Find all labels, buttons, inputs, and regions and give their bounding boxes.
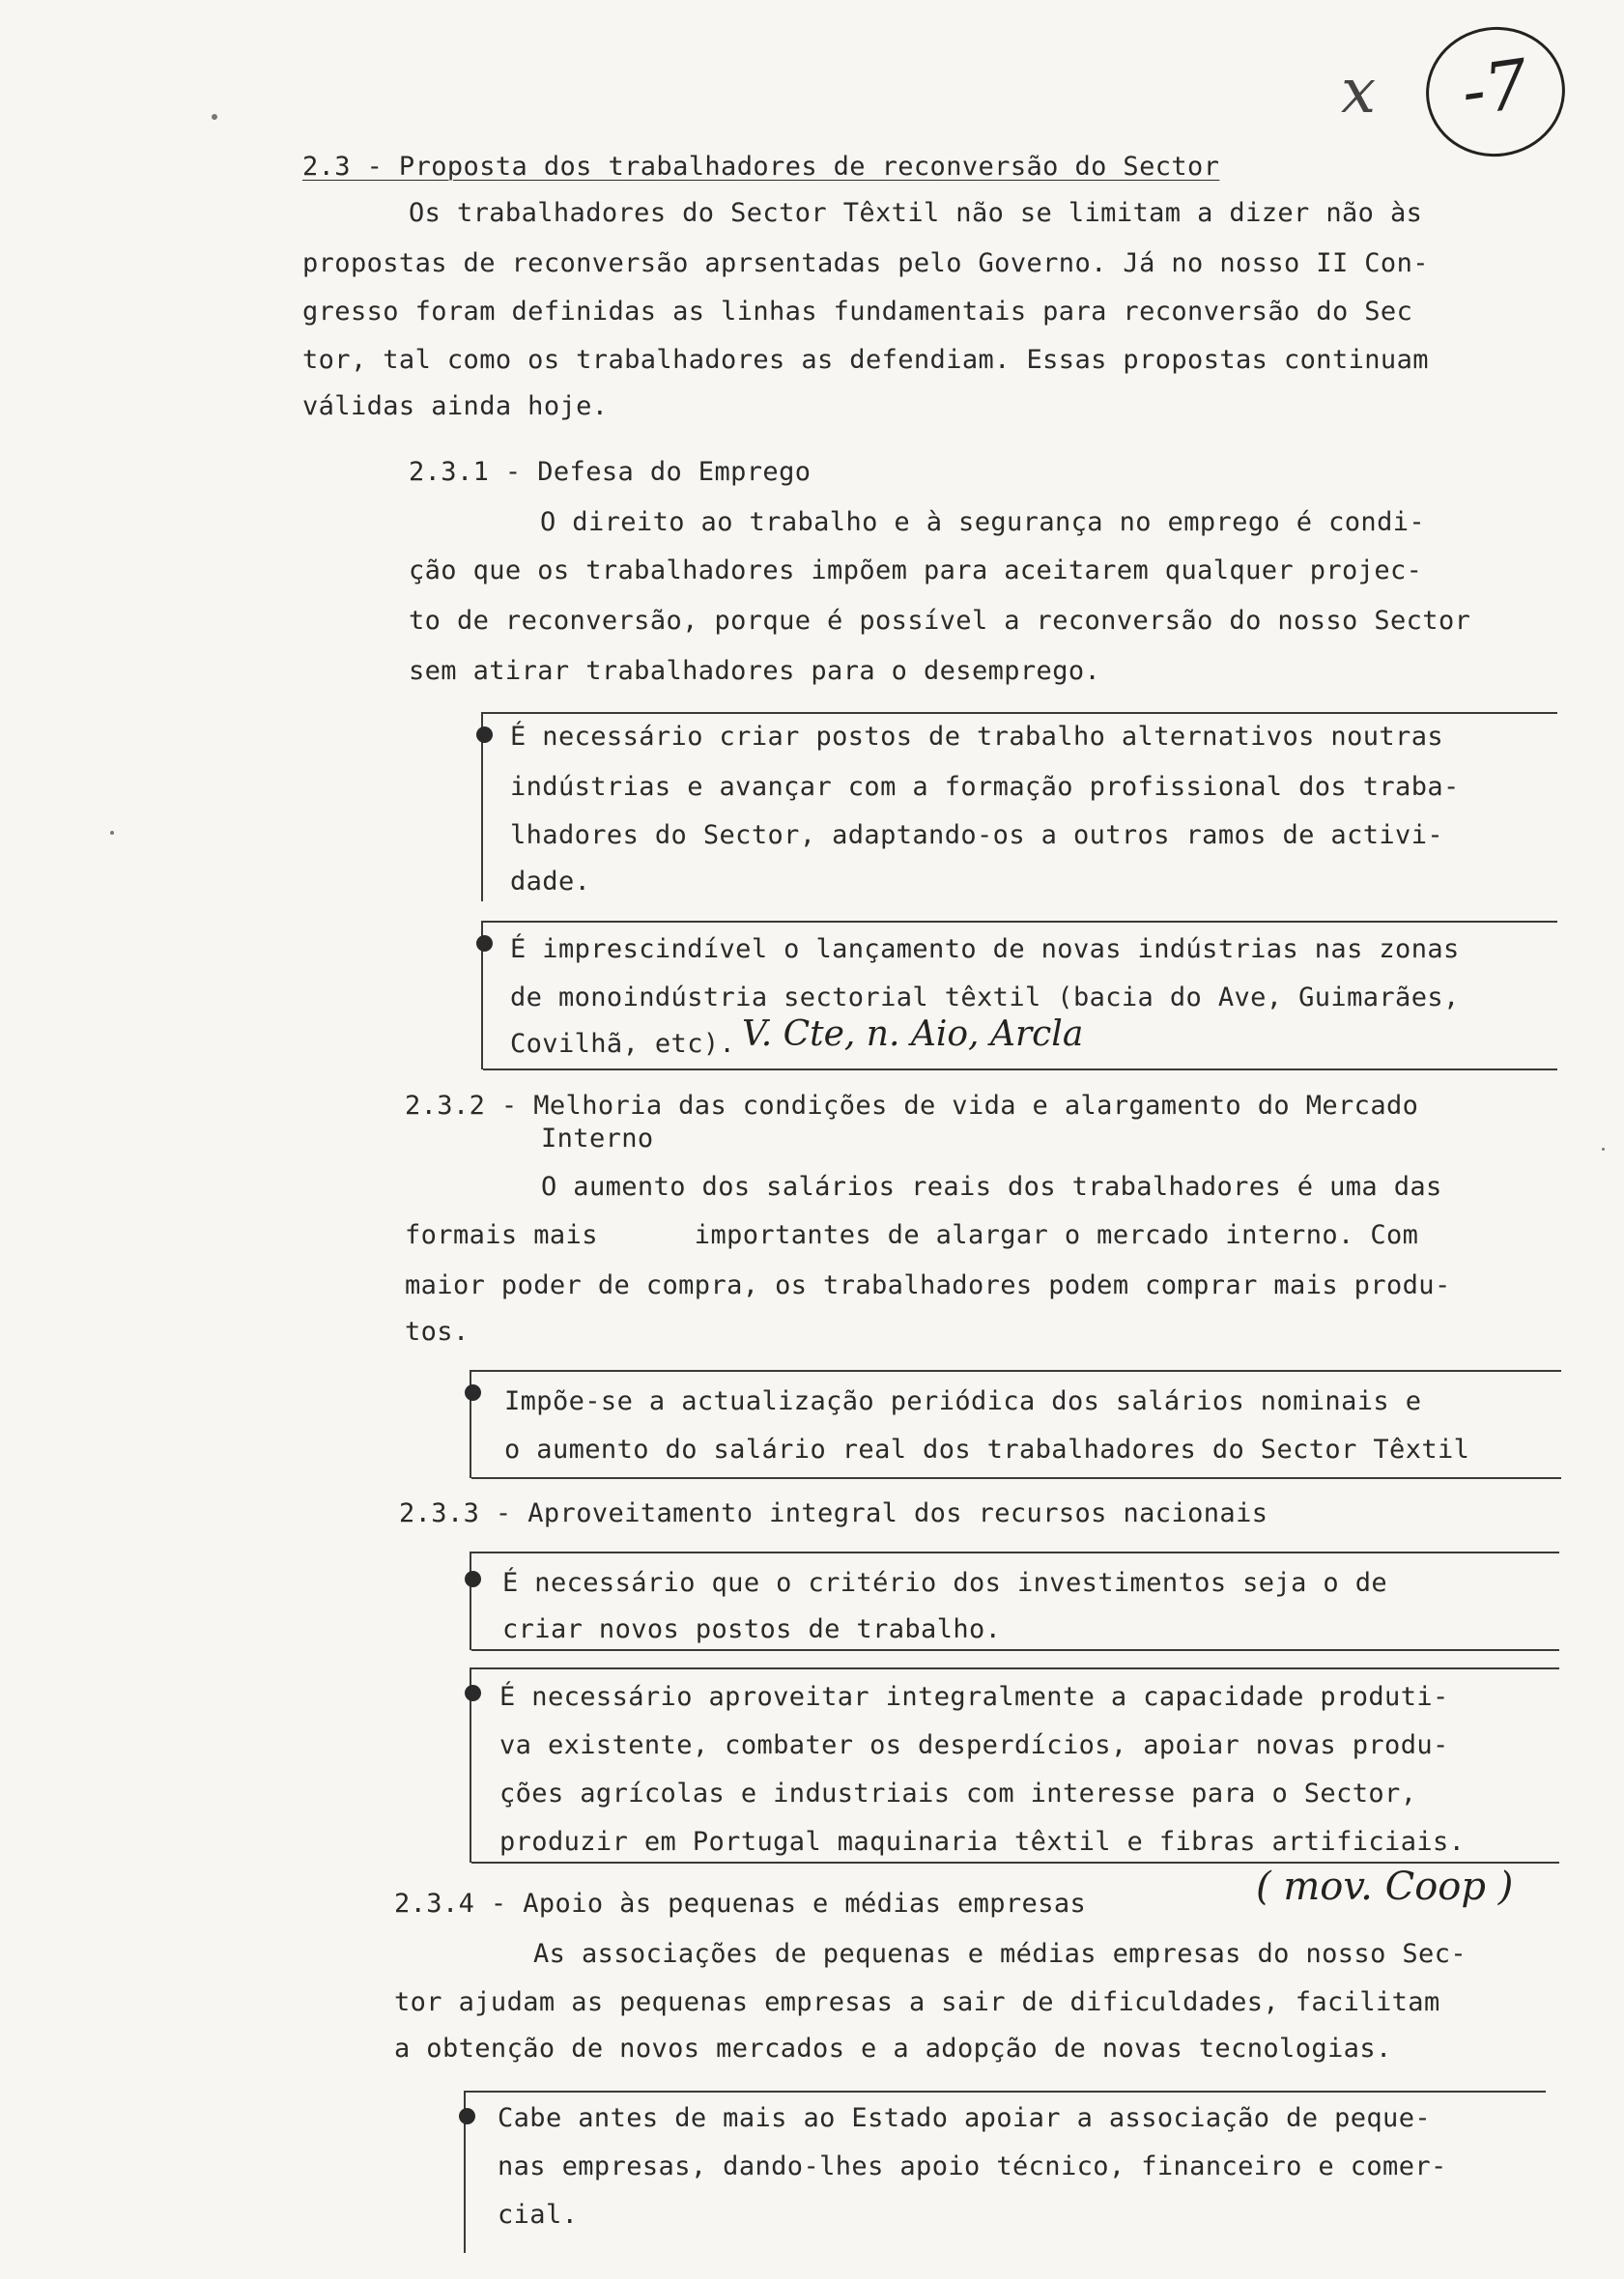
paper-speck: [212, 114, 217, 120]
body-line: tor ajudam as pequenas empresas a sair de dificuldades, facilitam: [394, 1987, 1440, 2017]
box-top-rule: [471, 1552, 1559, 1553]
subsection-heading-2-3-4: 2.3.4 - Apoio às pequenas e médias empresas: [394, 1889, 1087, 1919]
intro-line: Os trabalhadores do Sector Têxtil não se limitam a dizer não às: [409, 198, 1423, 228]
body-line: a obtenção de novos mercados e a adopção de novas tecnologias.: [394, 2034, 1392, 2064]
box-line: É necessário aproveitar integralmente a capacidade produti-: [499, 1682, 1449, 1712]
intro-line: gresso foram definidas as linhas fundamentais para reconversão do Sec: [302, 297, 1413, 327]
box-line: Covilhã, etc).: [510, 1029, 736, 1059]
box-line: criar novos postos de trabalho.: [502, 1614, 1002, 1644]
box-left-rule: [470, 1552, 471, 1650]
box-bottom-rule: [471, 1862, 1559, 1864]
page-number-stamp-text: -7: [1456, 43, 1533, 132]
handwritten-annotation: ( mov. Coop ): [1256, 1865, 1514, 1909]
box-bottom-rule: [471, 1477, 1561, 1479]
bullet-icon: [476, 935, 493, 952]
box-line: produzir em Portugal maquinaria têxtil e fibras artificiais.: [499, 1827, 1466, 1857]
intro-line: propostas de reconversão aprsentadas pelo Governo. Já no nosso II Con-: [302, 248, 1429, 278]
page-number-stamp: [1417, 18, 1573, 166]
box-top-rule: [483, 921, 1557, 923]
box-line: É necessário criar postos de trabalho alternativos noutras: [510, 722, 1444, 752]
paper-speck: [1602, 1148, 1605, 1151]
box-line: É imprescindível o lançamento de novas indústrias nas zonas: [510, 934, 1460, 964]
body-line: maior poder de compra, os trabalhadores podem comprar mais produ-: [405, 1270, 1451, 1300]
box-bottom-rule: [471, 1649, 1559, 1651]
intro-line: válidas ainda hoje.: [302, 391, 609, 421]
box-line: cial.: [498, 2200, 579, 2230]
box-line: va existente, combater os desperdícios, apoiar novas produ-: [499, 1730, 1449, 1760]
bullet-icon: [465, 1685, 481, 1701]
subsection-heading-2-3-2-cont: Interno: [541, 1124, 654, 1154]
body-line: sem atirar trabalhadores para o desemprego.: [409, 656, 1101, 686]
handwritten-annotation: V. Cte, n. Aio, Arcla: [742, 1014, 1084, 1054]
body-line: O direito ao trabalho e à segurança no emprego é condi-: [540, 507, 1426, 537]
box-line: nas empresas, dando-lhes apoio técnico, financeiro e comer-: [498, 2151, 1447, 2181]
bullet-icon: [465, 1384, 481, 1401]
box-top-rule: [471, 1370, 1561, 1372]
bullet-icon: [459, 2108, 475, 2124]
subsection-heading-2-3-3: 2.3.3 - Aproveitamento integral dos recursos nacionais: [399, 1498, 1268, 1528]
body-line: formais mais importantes de alargar o mercado interno. Com: [405, 1220, 1419, 1250]
box-top-rule: [471, 1667, 1559, 1669]
body-line: O aumento dos salários reais dos trabalhadores é uma das: [541, 1172, 1442, 1202]
box-line: indústrias e avançar com a formação profissional dos traba-: [510, 772, 1460, 802]
box-line: o aumento do salário real dos trabalhadores do Sector Têxtil: [504, 1435, 1470, 1465]
box-bottom-rule: [483, 1068, 1557, 1070]
box-line: Cabe antes de mais ao Estado apoiar a associação de peque-: [498, 2103, 1432, 2133]
box-line: É necessário que o critério dos investimentos seja o de: [502, 1568, 1388, 1598]
box-line: ções agrícolas e industriais com interesse para o Sector,: [499, 1779, 1417, 1809]
box-line: lhadores do Sector, adaptando-os a outros ramos de activi-: [510, 820, 1444, 850]
box-line: Impõe-se a actualização periódica dos salários nominais e: [504, 1386, 1422, 1416]
body-line: ção que os trabalhadores impõem para aceitarem qualquer projec-: [409, 556, 1423, 585]
box-top-rule: [483, 712, 1557, 714]
bullet-icon: [465, 1571, 481, 1587]
body-line: to de reconversão, porque é possível a reconversão do nosso Sector: [409, 606, 1471, 636]
handwritten-x-mark: x: [1341, 56, 1377, 128]
box-line: dade.: [510, 867, 591, 897]
box-top-rule: [466, 2091, 1546, 2093]
paper-speck: [110, 831, 114, 835]
intro-line: tor, tal como os trabalhadores as defendiam. Essas propostas continuam: [302, 345, 1429, 375]
box-line: de monoindústria sectorial têxtil (bacia do Ave, Guimarães,: [510, 983, 1460, 1012]
body-line: tos.: [405, 1317, 470, 1347]
subsection-heading-2-3-2: 2.3.2 - Melhoria das condições de vida e alargamento do Mercado: [405, 1091, 1419, 1121]
bullet-icon: [476, 726, 493, 743]
section-heading: 2.3 - Proposta dos trabalhadores de reconversão do Sector: [302, 152, 1220, 182]
body-line: As associações de pequenas e médias empresas do nosso Sec-: [533, 1939, 1467, 1969]
subsection-heading-2-3-1: 2.3.1 - Defesa do Emprego: [409, 457, 812, 487]
